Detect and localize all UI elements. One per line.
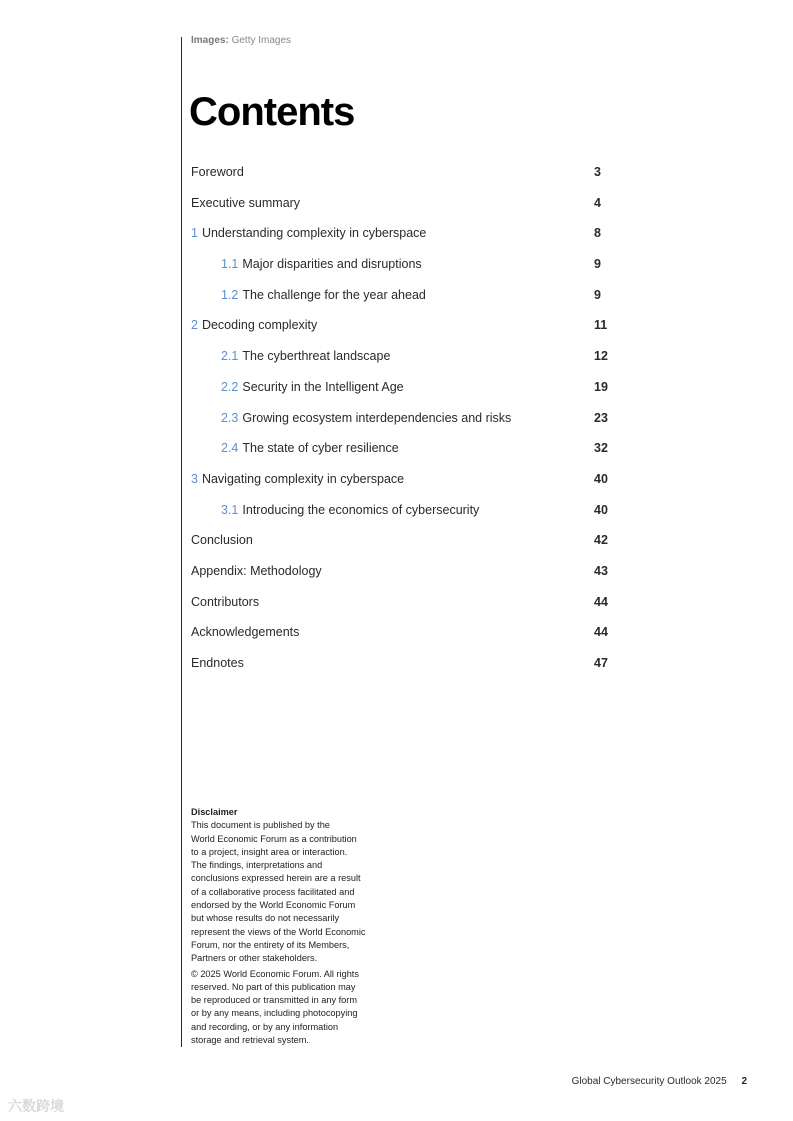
toc-subentry[interactable] (191, 434, 611, 465)
toc-section-number: 1.1 (221, 257, 239, 272)
toc-entry-label (191, 165, 244, 179)
image-credit-value: Getty Images (231, 35, 292, 46)
toc-section-number: 3 (191, 471, 198, 486)
disclaimer-line: conclusions expressed herein are a result (191, 873, 361, 884)
toc-section-title: The cyberthreat landscape (242, 349, 391, 364)
toc-entry-label (191, 472, 404, 486)
toc-page-number: 9 (594, 287, 601, 302)
toc-entry-label (191, 564, 322, 578)
toc-entry-label (191, 411, 511, 425)
toc-section-title: Executive summary (191, 195, 301, 210)
toc-subentry[interactable] (191, 281, 611, 312)
toc-section-title: Conclusion (191, 533, 253, 548)
disclaimer-line: The findings, interpretations and (191, 860, 323, 871)
disclaimer-line: to a project, insight area or interaction. (191, 846, 348, 857)
toc-page-number: 44 (594, 625, 608, 640)
toc-entry[interactable] (191, 158, 611, 189)
toc-entry-label (191, 226, 426, 240)
toc-section-title: The state of cyber resilience (242, 441, 399, 456)
toc-page-number: 23 (594, 410, 608, 425)
toc-entry[interactable] (191, 465, 611, 496)
disclaimer-heading: Disclaimer (191, 807, 238, 817)
toc-entry[interactable] (191, 588, 611, 619)
image-credit-label: Images: (191, 35, 229, 46)
toc-page-number: 8 (594, 226, 601, 241)
disclaimer-line: represent the views of the World Economic (191, 926, 366, 937)
toc-page-number: 19 (594, 379, 608, 394)
toc-entry-label (191, 196, 300, 210)
toc-entry-label (191, 595, 259, 609)
toc-entry-label (191, 441, 399, 455)
toc-section-number: 3.1 (221, 502, 239, 517)
toc-entry-label (191, 257, 422, 271)
toc-page-number: 47 (594, 656, 608, 670)
toc-page-number: 44 (594, 594, 608, 609)
toc-section-title: The challenge for the year ahead (242, 287, 426, 302)
toc-entry-label (191, 380, 404, 394)
toc-section-title: Foreword (191, 165, 244, 179)
toc-subentry[interactable] (191, 373, 611, 404)
page-title: Contents (189, 90, 355, 134)
toc-page-number: 32 (594, 441, 608, 456)
disclaimer-line: © 2025 World Economic Forum. All rights (191, 968, 359, 979)
toc-entry[interactable] (191, 311, 611, 342)
toc-entry[interactable] (191, 526, 611, 557)
margin-rule (181, 37, 182, 1047)
toc-section-title: Major disparities and disruptions (242, 257, 422, 272)
disclaimer-line: endorsed by the World Economic Forum (191, 900, 356, 911)
image-credit (191, 35, 291, 46)
toc-section-title: Endnotes (191, 656, 244, 670)
toc-entry-label (191, 503, 479, 517)
page-footer (572, 1076, 747, 1087)
disclaimer-line: reserved. No part of this publication may (191, 981, 356, 992)
toc-subentry[interactable] (191, 342, 611, 373)
toc-page-number: 43 (594, 563, 608, 578)
watermark-logo (8, 1096, 64, 1116)
toc-page-number: 4 (594, 195, 601, 210)
watermark-text: 六数跨境 (8, 1098, 64, 1114)
disclaimer-line: be reproduced or transmitted in any form (191, 995, 357, 1006)
toc-section-number: 1 (191, 226, 198, 241)
disclaimer-line: Partners or other stakeholders. (191, 953, 318, 964)
toc-page-number: 3 (594, 165, 601, 179)
disclaimer (191, 806, 381, 1049)
toc-section-title: Decoding complexity (201, 318, 318, 333)
disclaimer-line: This document is published by the (191, 820, 330, 831)
footer-publication-title: Global Cybersecurity Outlook 2025 (571, 1076, 727, 1087)
disclaimer-paragraph (191, 819, 381, 965)
toc-section-title: Appendix: Methodology (191, 563, 322, 578)
toc-section-title: Acknowledgements (191, 625, 300, 640)
toc-page-number: 40 (594, 471, 608, 486)
toc-subentry[interactable] (191, 250, 611, 281)
toc-page-number: 9 (594, 257, 601, 272)
toc-entry-label (191, 533, 253, 547)
toc-section-number: 2.4 (221, 441, 239, 456)
toc-section-title: Security in the Intelligent Age (242, 379, 404, 394)
page-number: 2 (741, 1076, 747, 1087)
toc-page-number: 40 (594, 502, 608, 517)
toc-entry[interactable] (191, 189, 611, 220)
toc-section-title: Navigating complexity in cyberspace (201, 471, 405, 486)
toc-page-number: 12 (594, 349, 608, 364)
disclaimer-line: or by any means, including photocopying (191, 1008, 358, 1019)
disclaimer-line: of a collaborative process facilitated and (191, 886, 355, 897)
toc-entry-label (191, 318, 317, 332)
toc-section-number: 2.1 (221, 349, 239, 364)
toc-page-number: 42 (594, 533, 608, 548)
toc-entry[interactable] (191, 219, 611, 250)
toc-entry-label (191, 625, 299, 639)
disclaimer-line: Forum, nor the entirety of its Members, (191, 939, 350, 950)
toc-subentry[interactable] (191, 496, 611, 527)
toc-section-title: Growing ecosystem interdependencies and risks (242, 410, 512, 425)
toc-subentry[interactable] (191, 404, 611, 435)
disclaimer-line: storage and retrieval system. (191, 1035, 309, 1046)
copyright-paragraph (191, 968, 381, 1048)
toc-entry[interactable] (191, 557, 611, 588)
toc-entry-label (191, 349, 390, 363)
disclaimer-line: but whose results do not necessarily (191, 913, 340, 924)
toc-entry-label (191, 656, 244, 670)
toc-section-number: 2.2 (221, 379, 239, 394)
disclaimer-line: and recording, or by any information (191, 1021, 339, 1032)
toc-section-title: Contributors (191, 594, 260, 609)
table-of-contents (191, 158, 611, 680)
toc-section-number: 2 (191, 318, 198, 333)
toc-entry[interactable] (191, 618, 611, 649)
toc-section-title: Understanding complexity in cyberspace (201, 226, 427, 241)
toc-page-number: 11 (594, 318, 608, 333)
toc-entry-label (191, 288, 426, 302)
toc-section-title: Introducing the economics of cybersecurity (242, 502, 480, 517)
disclaimer-line: World Economic Forum as a contribution (191, 833, 357, 844)
toc-section-number: 2.3 (221, 410, 239, 425)
toc-section-number: 1.2 (221, 287, 239, 302)
toc-entry[interactable] (191, 649, 611, 680)
